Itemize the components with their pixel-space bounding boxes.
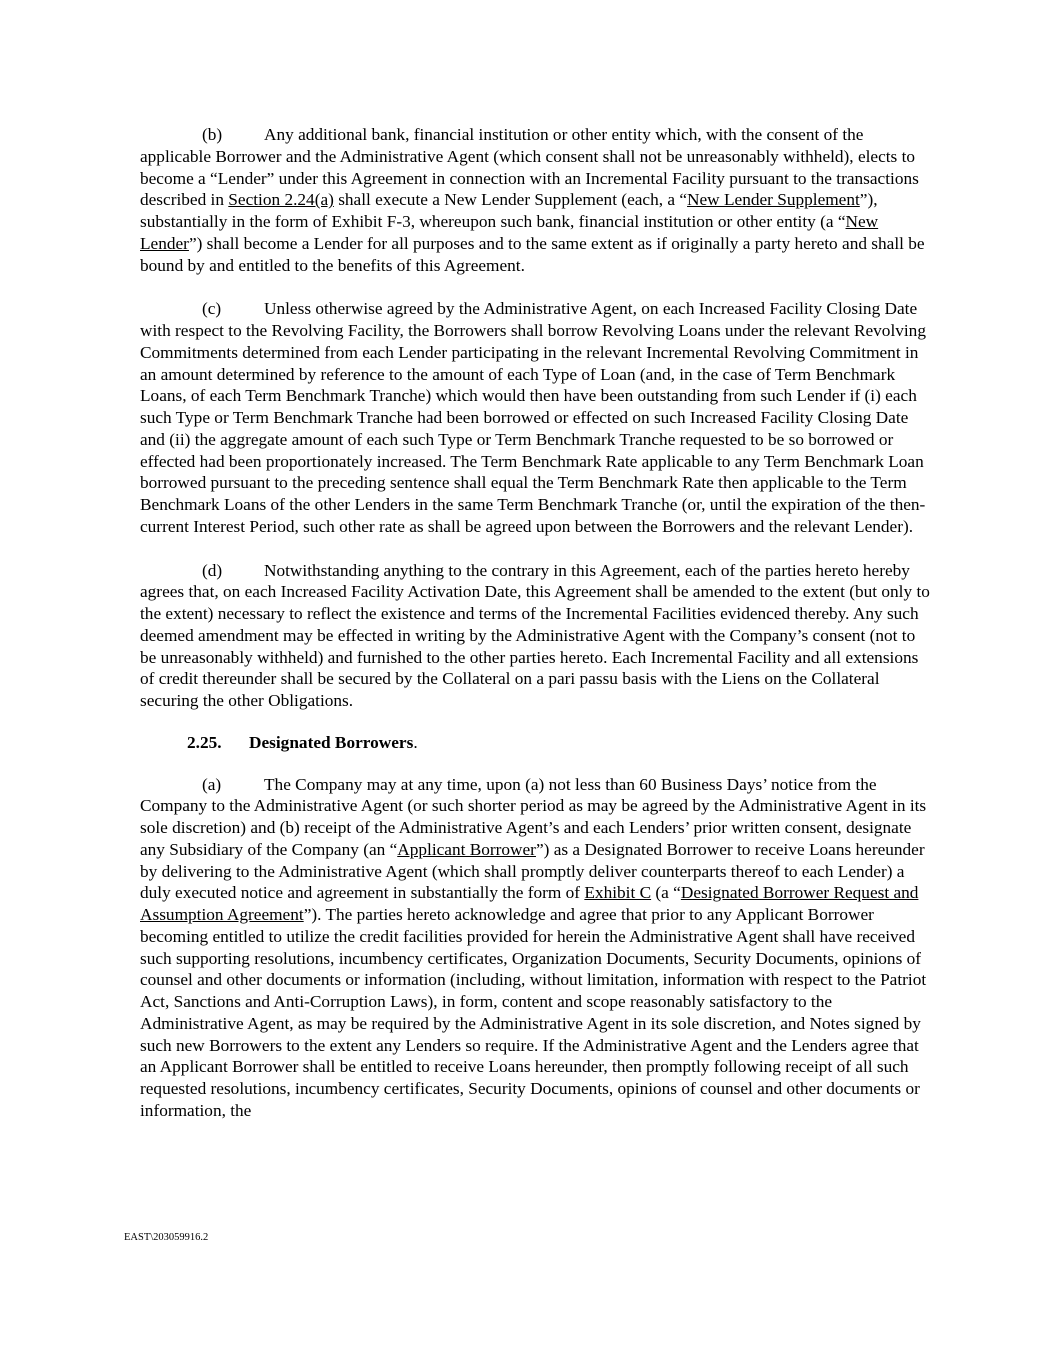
paragraph-c-label: (c): [202, 299, 222, 319]
paragraph-c: [140, 298, 930, 537]
paragraph-d-text: Notwithstanding anything to the contrary in this Agreement, each of the parties hereto hereby agrees that, on each Increased Facility Activation Date, this Agreement shall be amended to the extent (but only to the extent) necessary to reflect the existence and terms of the Incremental Facilities evidenced thereby. Any such deemed amendment may be effected in writing by the Administrative Agent with the Company’s consent (not to be unreasonably withheld) and furnished to the other parties hereto. Each Incremental Facility and all extensions of credit thereunder shall be secured by the Collateral on a pari passu basis with the Liens on the Collateral securing the other Obligations.: [140, 560, 930, 710]
paragraph-a-text-3: (a “: [651, 883, 681, 903]
footer-document-id: EAST\203059916.2: [124, 1232, 209, 1243]
section-title-period: .: [413, 732, 418, 752]
paragraph-b-text-3: ”), substantially in the form of Exhibit F-3, whereupon such bank, financial institution or other entity (a “: [140, 190, 878, 231]
new-lender-supplement-term: New Lender Supplement: [687, 190, 860, 210]
paragraph-b-label: (b): [202, 125, 223, 144]
paragraph-b-text-4: ”) shall become a Lender for all purposes and to the same extent as if originally a party hereto and shall be bound by and entitled to the benefits of this Agreement.: [140, 233, 925, 275]
paragraph-c-text: Unless otherwise agreed by the Administrative Agent, on each Increased Facility Closing Date with respect to the Revolving Facility, the Borrowers shall borrow Revolving Loans under the relevant Revolving Commitments determined from each Lender participating in the relevant Incremental Revolving Commitment in an amount determined by reference to the amount of each Type of Loan (and, in the case of Term Benchmark Loans, of each Term Benchmark Tranche) which would then have been outstanding from such Lender if (i) each such Type or Term Benchmark Tranche had been borrowed or effected on such Increased Facility Closing Date and (ii) the aggregate amount of each such Type or Term Benchmark Tranche requested to be so borrowed or effected had been proportionately increased. The Term Benchmark Rate applicable to any Term Benchmark Loan borrowed pursuant to the preceding sentence shall equal the Term Benchmark Rate then applicable to the Term Benchmark Loans of the other Lenders in the same Term Benchmark Tranche (or, until the expiration of the then-current Interest Period, such other rate as shall be agreed upon between the Borrowers and the relevant Lender).: [140, 299, 926, 536]
paragraph-a-text-2: ”) as a Designated Borrower to receive Loans hereunder by delivering to the Administrative Agent (which shall promptly deliver counterparts thereof to each Lender) a duly executed notice and agreement in substantially the form of: [140, 839, 925, 903]
paragraph-b: [140, 124, 930, 276]
new-lender-term: New Lender: [140, 212, 879, 253]
paragraph-a-text-1: The Company may at any time, upon (a) not less than 60 Business Days’ notice from the Company to the Administrative Agent (or such shorter period as may be agreed by the Administrative Agent in its sole discretion) and (b) receipt of the Administrative Agent’s and each Lenders’ prior written consent, designate any Subsidiary of the Company (an “: [140, 774, 927, 859]
paragraph-b-text-1: Any additional bank, financial institution or other entity which, with the consent of the applicable Borrower and the Administrative Agent (which consent shall not be unreasonably withheld), elects to become a “Lender” under this Agreement in connection with an Incremental Facility pursuant to the transactions described in: [140, 125, 919, 210]
paragraph-b-text-2: shall execute a New Lender Supplement (each, a “: [333, 190, 688, 210]
paragraph-d: [140, 560, 930, 712]
designated-borrower-agreement-term: Designated Borrower Request and Assumption Agreement: [140, 883, 919, 924]
section-2-24a-reference: Section 2.24(a): [228, 190, 334, 210]
section-heading: [187, 732, 930, 754]
paragraph-a-text-4: ”). The parties hereto acknowledge and agree that prior to any Applicant Borrower becoming entitled to utilize the credit facilities provided for herein the Administrative Agent shall have received such supporting resolutions, incumbency certificates, Organization Documents, Security Documents, opinions of counsel and other documents or information (including, without limitation, information with respect to the Patriot Act, Sanctions and Anti-Corruption Laws), in form, content and scope reasonably satisfactory to the Administrative Agent, as may be required by the Administrative Agent in its sole discretion, and Notes signed by such new Borrowers to the extent any Lenders so require. If the Administrative Agent and the Lenders agree that an Applicant Borrower shall be entitled to receive Loans hereunder, then promptly following receipt of all such requested resolutions, incumbency certificates, Security Documents, opinions of counsel and other documents or information, the: [140, 905, 927, 1120]
document-page: [140, 124, 930, 1144]
paragraph-d-label: (d): [202, 560, 223, 580]
section-number: 2.25.: [187, 732, 222, 752]
paragraph-a-label: (a): [202, 774, 222, 794]
applicant-borrower-term: Applicant Borrower: [397, 839, 536, 859]
exhibit-c-reference: Exhibit C: [584, 883, 652, 903]
section-title: Designated Borrowers: [249, 732, 414, 752]
paragraph-a: [140, 774, 930, 1122]
